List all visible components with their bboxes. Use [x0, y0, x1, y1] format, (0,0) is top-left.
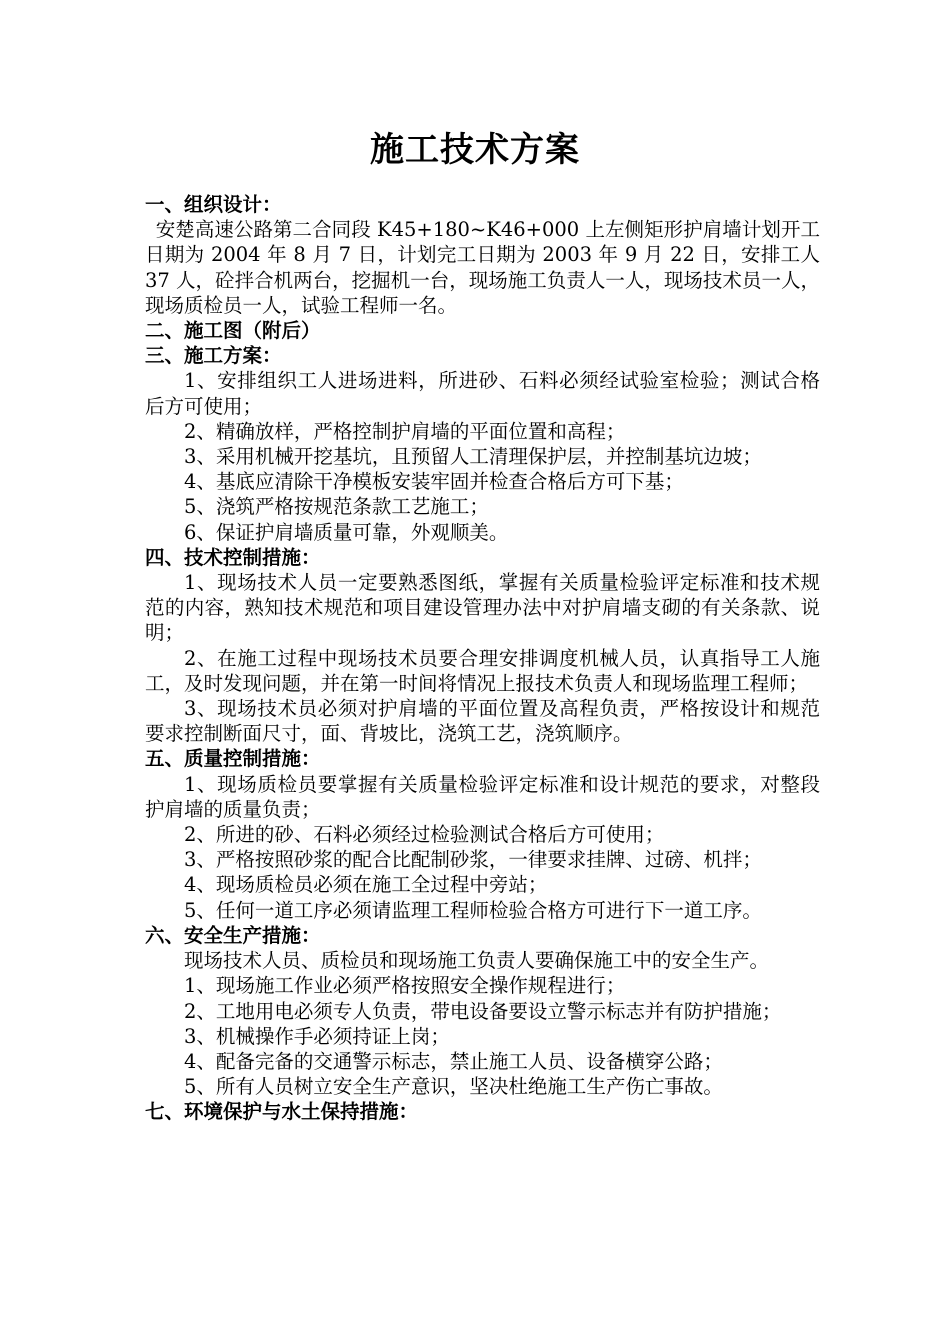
paragraph: 2、在施工过程中现场技术员要合理安排调度机械人员，认真指导工人施工，及时发现问题，并在第一时间将情况上报技术负责人和现场监理工程师； — [145, 646, 820, 695]
paragraph: 3、机械操作手必须持证上岗； — [184, 1024, 450, 1048]
section-heading-environment: 七、环境保护与水土保持措施： — [145, 1100, 419, 1124]
section-heading-quality-control: 五、质量控制措施： — [145, 747, 321, 771]
paragraph: 现场技术人员、质检员和现场施工负责人要确保施工中的安全生产。 — [184, 949, 770, 973]
section-heading-technical-control: 四、技术控制措施： — [145, 545, 321, 569]
paragraph: 5、任何一道工序必须请监理工程师检验合格方可进行下一道工序。 — [184, 898, 762, 922]
document-body — [145, 192, 820, 1125]
paragraph: 2、所进的砂、石料必须经过检验测试合格后方可使用； — [184, 823, 665, 847]
section-heading-safety: 六、安全生产措施： — [145, 923, 321, 947]
paragraph: 4、现场质检员必须在施工全过程中旁站； — [184, 873, 548, 897]
paragraph: 5、浇筑严格按规范条款工艺施工； — [184, 495, 489, 519]
paragraph: 4、基底应清除干净模板安装牢固并检查合格后方可下基； — [184, 470, 684, 494]
section-heading-drawings: 二、施工图（附后） — [145, 319, 321, 343]
section-heading-organization: 一、组织设计： — [145, 193, 282, 216]
paragraph: 3、采用机械开挖基坑，且预留人工清理保护层，并控制基坑边坡； — [184, 445, 762, 469]
paragraph: 安楚高速公路第二合同段 K45+180~K46+000 上左侧矩形护肩墙计划开工日期为 2004 年 8 月 7 日，计划完工日期为 2003 年 9 月 22 日，安排工人 37 人，砼拌合机两台，挖掘机一台，现场施工负责人一人，现场技术员一人，现场质检员一人，试验工程师一名。 — [145, 218, 820, 317]
paragraph: 4、配备完备的交通警示标志，禁止施工人员、设备横穿公路； — [184, 1049, 723, 1073]
paragraph: 3、现场技术员必须对护肩墙的平面位置及高程负责，严格按设计和规范要求控制断面尺寸，面、背坡比，浇筑工艺，浇筑顺序。 — [145, 697, 820, 746]
paragraph: 2、精确放样，严格控制护肩墙的平面位置和高程； — [184, 419, 626, 443]
paragraph: 1、现场技术人员一定要熟悉图纸，掌握有关质量检验评定标准和技术规范的内容，熟知技术规范和项目建设管理办法中对护肩墙支砌的有关条款、说明； — [145, 571, 820, 645]
paragraph: 6、保证护肩墙质量可靠，外观顺美。 — [184, 520, 509, 544]
paragraph: 1、现场施工作业必须严格按照安全操作规程进行； — [184, 974, 626, 998]
paragraph: 3、严格按照砂浆的配合比配制砂浆，一律要求挂牌、过磅、机拌； — [184, 848, 762, 872]
paragraph: 5、所有人员树立安全生产意识，坚决杜绝施工生产伤亡事故。 — [184, 1075, 723, 1099]
document-title: 施工技术方案 — [370, 130, 580, 170]
section-heading-construction-plan: 三、施工方案： — [145, 344, 282, 368]
paragraph: 2、工地用电必须专人负责，带电设备要设立警示标志并有防护措施； — [184, 999, 782, 1023]
paragraph: 1、安排组织工人进场进料，所进砂、石料必须经试验室检验；测试合格后方可使用； — [145, 369, 820, 418]
paragraph: 1、现场质检员要掌握有关质量检验评定标准和设计规范的要求，对整段护肩墙的质量负责； — [145, 772, 820, 821]
